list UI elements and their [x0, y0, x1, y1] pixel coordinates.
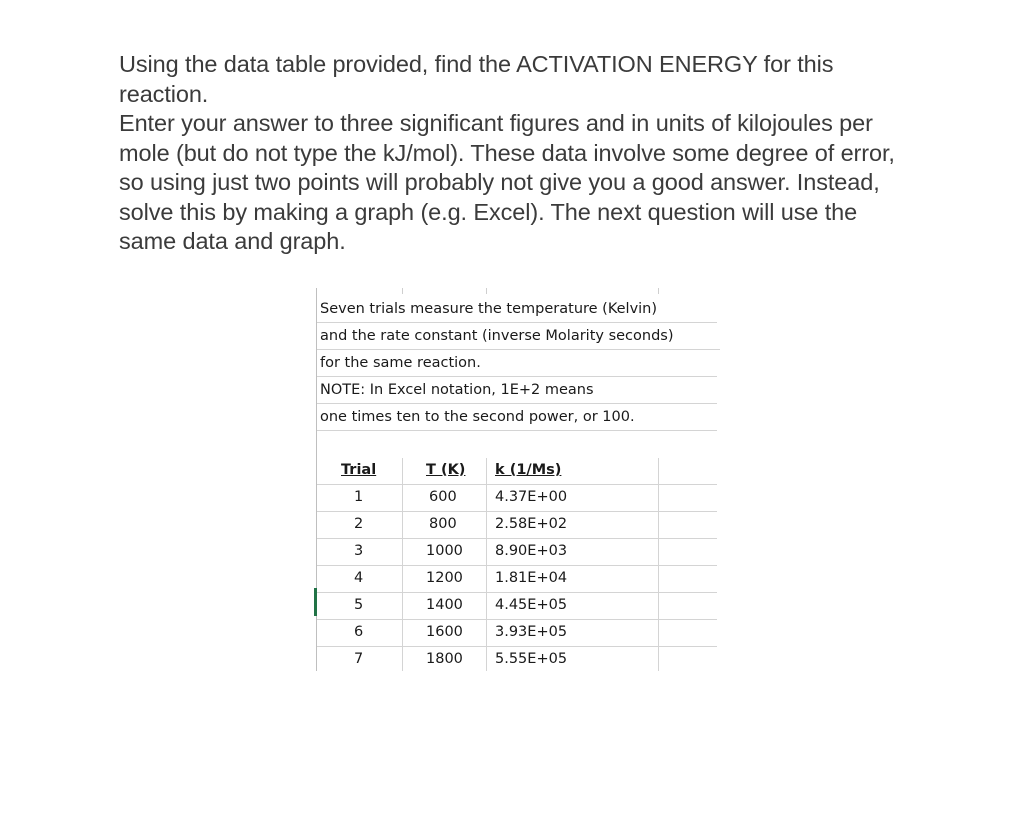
- cell-temperature: 800: [429, 516, 457, 532]
- cell-temperature: 1000: [426, 543, 463, 559]
- column-stub: [486, 288, 487, 294]
- header-temperature: T (K): [426, 462, 466, 478]
- cell-temperature: 1200: [426, 570, 463, 586]
- note-line: one times ten to the second power, or 100.: [317, 404, 717, 431]
- note-line: Seven trials measure the temperature (Kelvin): [317, 296, 717, 323]
- cell-trial: 5: [354, 597, 364, 613]
- cell-temperature: 1800: [426, 651, 463, 667]
- cell-trial: 6: [354, 624, 364, 640]
- question-paragraph-1: Using the data table provided, find the ACTIVATION ENERGY for this reaction.: [119, 51, 834, 107]
- cell-rate-constant: 5.55E+05: [495, 651, 568, 667]
- question-text: [119, 50, 919, 257]
- header-rate-constant: k (1/Ms): [495, 462, 562, 478]
- note-line: and the rate constant (inverse Molarity seconds): [317, 323, 720, 350]
- cell-trial: 7: [354, 651, 364, 667]
- note-line: NOTE: In Excel notation, 1E+2 means: [317, 377, 717, 404]
- note-line: for the same reaction.: [317, 350, 717, 377]
- cell-trial: 1: [354, 489, 364, 505]
- cell-temperature: 1600: [426, 624, 463, 640]
- cell-trial: 3: [354, 543, 364, 559]
- column-stub: [658, 288, 659, 294]
- cell-temperature: 600: [429, 489, 457, 505]
- cell-rate-constant: 4.37E+00: [495, 489, 568, 505]
- cell-rate-constant: 4.45E+05: [495, 597, 568, 613]
- cell-temperature: 1400: [426, 597, 463, 613]
- grid-line: [658, 458, 659, 671]
- grid-line: [486, 458, 487, 671]
- column-stub: [402, 288, 403, 294]
- cell-rate-constant: 1.81E+04: [495, 570, 568, 586]
- cell-trial: 2: [354, 516, 364, 532]
- cell-rate-constant: 8.90E+03: [495, 543, 568, 559]
- cell-trial: 4: [354, 570, 364, 586]
- cell-rate-constant: 2.58E+02: [495, 516, 568, 532]
- header-trial: Trial: [341, 462, 377, 478]
- spreadsheet-image: [312, 288, 720, 671]
- question-paragraph-2: Enter your answer to three significant figures and in units of kilojoules per mole (but do not type the kJ/mol). These data involve some degree of error, so using just two points will probably not give you a good answer. Instead, solve this by making a graph (e.g. Excel). The next question will use the same data and graph.: [119, 110, 895, 254]
- cell-rate-constant: 3.93E+05: [495, 624, 568, 640]
- grid-line: [402, 458, 403, 671]
